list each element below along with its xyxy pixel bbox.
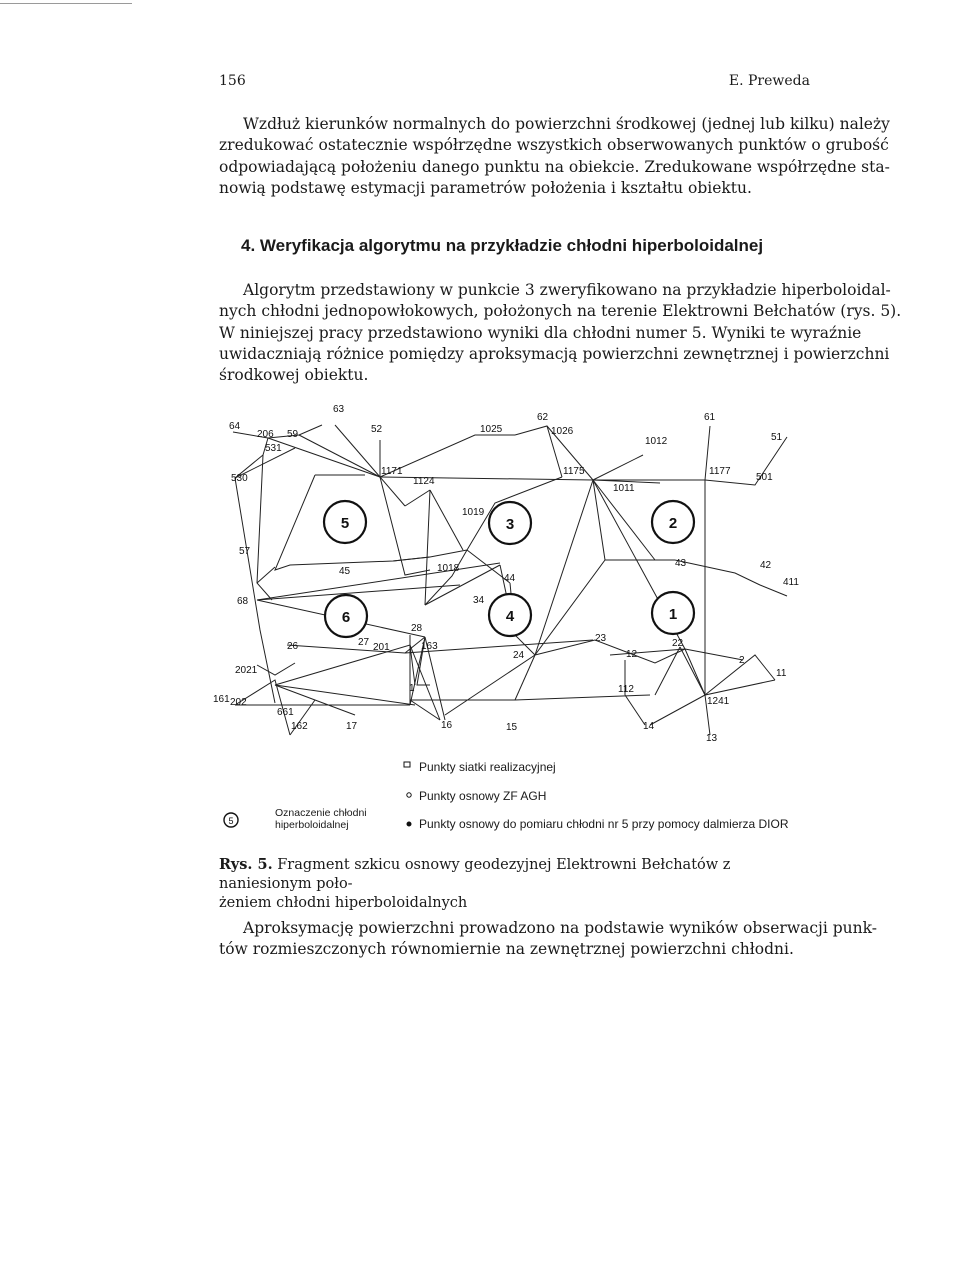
point-label: 14	[643, 721, 655, 732]
paragraph-line: odpowiadającą położeniu danego punktu na obiekcie. Zredukowane współrzędne sta-	[219, 157, 890, 176]
point-label: 1025	[480, 424, 503, 435]
legend-tower-number: 5	[228, 816, 234, 826]
paragraph-line: Aproksymację powierzchni prowadzono na podstawie wyników obserwacji punk-	[243, 919, 877, 937]
point-label: 43	[675, 558, 687, 569]
tower-number: 1	[668, 606, 678, 623]
point-label: 13	[706, 733, 718, 744]
point-label: 16	[441, 720, 453, 731]
tower-number: 4	[505, 608, 515, 625]
point-label: 1241	[707, 696, 730, 707]
paragraph-3	[219, 918, 877, 961]
caption-text: Fragment szkicu osnowy geodezyjnej Elektrowni Bełchatów z naniesionym poło-	[219, 857, 731, 892]
paragraph-line: zredukować ostatecznie współrzędne wszystkich obserwowanych punktów o grubość	[219, 136, 889, 155]
point-label: 42	[760, 560, 772, 571]
page-number: 156	[219, 73, 246, 89]
legend-circle-marker	[407, 793, 411, 797]
figure-caption	[219, 855, 810, 913]
point-label: 62	[537, 412, 549, 423]
point-label: 26	[287, 641, 299, 652]
tower-number: 2	[668, 515, 678, 532]
legend-circle-label: Punkty osnowy ZF AGH	[419, 789, 547, 803]
paragraph-2	[219, 280, 902, 386]
point-label: 201	[373, 642, 390, 653]
point-label: 12	[626, 649, 638, 660]
tower-number: 3	[505, 516, 515, 533]
legend-square-label: Punkty siatki realizacyjnej	[419, 760, 556, 774]
point-label: 531	[265, 443, 282, 454]
point-label: 1026	[551, 426, 574, 437]
point-label: 28	[411, 623, 423, 634]
point-label: 1177	[709, 466, 731, 477]
legend-tower-label	[275, 807, 367, 831]
point-label: 162	[291, 721, 308, 732]
legend-square-marker	[404, 762, 410, 767]
point-label: 22	[672, 638, 684, 649]
point-label: 45	[339, 566, 351, 577]
top-rule	[0, 3, 132, 4]
point-label: 1011	[613, 483, 635, 494]
point-label: 661	[277, 707, 294, 718]
legend-tower-label-line: hiperboloidalnej	[275, 819, 349, 831]
paragraph-1	[219, 114, 890, 199]
paragraph-line: uwidaczniają różnice pomiędzy aproksymacją powierzchni zewnętrznej i powierzchni	[219, 344, 890, 363]
legend-dot-label: Punkty osnowy do pomiaru chłodni nr 5 przy pomocy dalmierza DIOR	[419, 817, 789, 831]
paragraph-line: środkowej obiektu.	[219, 366, 369, 385]
point-label: 206	[257, 429, 274, 440]
paragraph-line: nych chłodni jednopowłokowych, położonych na terenie Elektrowni Bełchatów (rys. 5).	[219, 302, 902, 321]
point-label: 24	[513, 650, 525, 661]
point-label: 501	[756, 472, 773, 483]
legend-tower-label-line: Oznaczenie chłodni	[275, 807, 367, 819]
point-label: 64	[229, 421, 241, 432]
point-label: 163	[421, 641, 438, 652]
point-label: 530	[231, 473, 248, 484]
point-label: 61	[704, 412, 716, 423]
caption-text-2: żeniem chłodni hiperboloidalnych	[219, 895, 468, 911]
network-diagram	[215, 395, 805, 850]
point-label: 112	[618, 684, 634, 695]
point-label: 63	[333, 404, 345, 415]
paragraph-line: Wzdłuż kierunków normalnych do powierzchni środkowej (jednej lub kilku) należy	[243, 115, 890, 133]
point-label: 411	[783, 577, 799, 588]
point-label: 1018	[437, 563, 460, 574]
point-label: 1019	[462, 507, 485, 518]
section-heading: 4. Weryfikacja algorytmu na przykładzie chłodni hiperboloidalnej	[241, 236, 764, 255]
tower-number: 6	[341, 609, 351, 626]
point-label: 52	[371, 424, 383, 435]
point-label: 161	[213, 694, 230, 705]
legend-dot-marker	[407, 822, 411, 826]
paragraph-line: Algorytm przedstawiony w punkcie 3 zweryfikowano na przykładzie hiperboloidal-	[243, 281, 891, 299]
point-label: 17	[346, 721, 358, 732]
paragraph-line: W niniejszej pracy przedstawiono wyniki dla chłodni numer 5. Wyniki te wyraźnie	[219, 323, 862, 342]
paragraph-line: nowią podstawę estymacji parametrów położenia i kształtu obiektu.	[219, 178, 752, 197]
point-label: 1	[409, 683, 415, 694]
point-label: 51	[771, 432, 783, 443]
point-label: 11	[776, 668, 787, 679]
point-label: 34	[473, 595, 485, 606]
point-label: 68	[237, 596, 249, 607]
point-label: 15	[506, 722, 518, 733]
point-label: 202	[230, 697, 247, 708]
point-label: 23	[595, 633, 607, 644]
point-label: 44	[504, 573, 516, 584]
point-label: 1171	[381, 466, 403, 477]
point-label: 1124	[413, 476, 435, 487]
point-label: 59	[287, 429, 299, 440]
page-header	[219, 73, 810, 93]
point-label: 27	[358, 637, 370, 648]
paragraph-line: tów rozmieszczonych równomiernie na zewnętrznej powierzchni chłodni.	[219, 940, 794, 959]
point-label: 2021	[235, 665, 258, 676]
tower-number: 5	[340, 515, 350, 532]
running-author: E. Preweda	[728, 73, 810, 89]
point-label: 1012	[645, 436, 668, 447]
point-label: 2	[739, 655, 745, 666]
caption-label: Rys. 5.	[219, 856, 273, 873]
point-label: 57	[239, 546, 251, 557]
point-label: 1175	[563, 466, 585, 477]
